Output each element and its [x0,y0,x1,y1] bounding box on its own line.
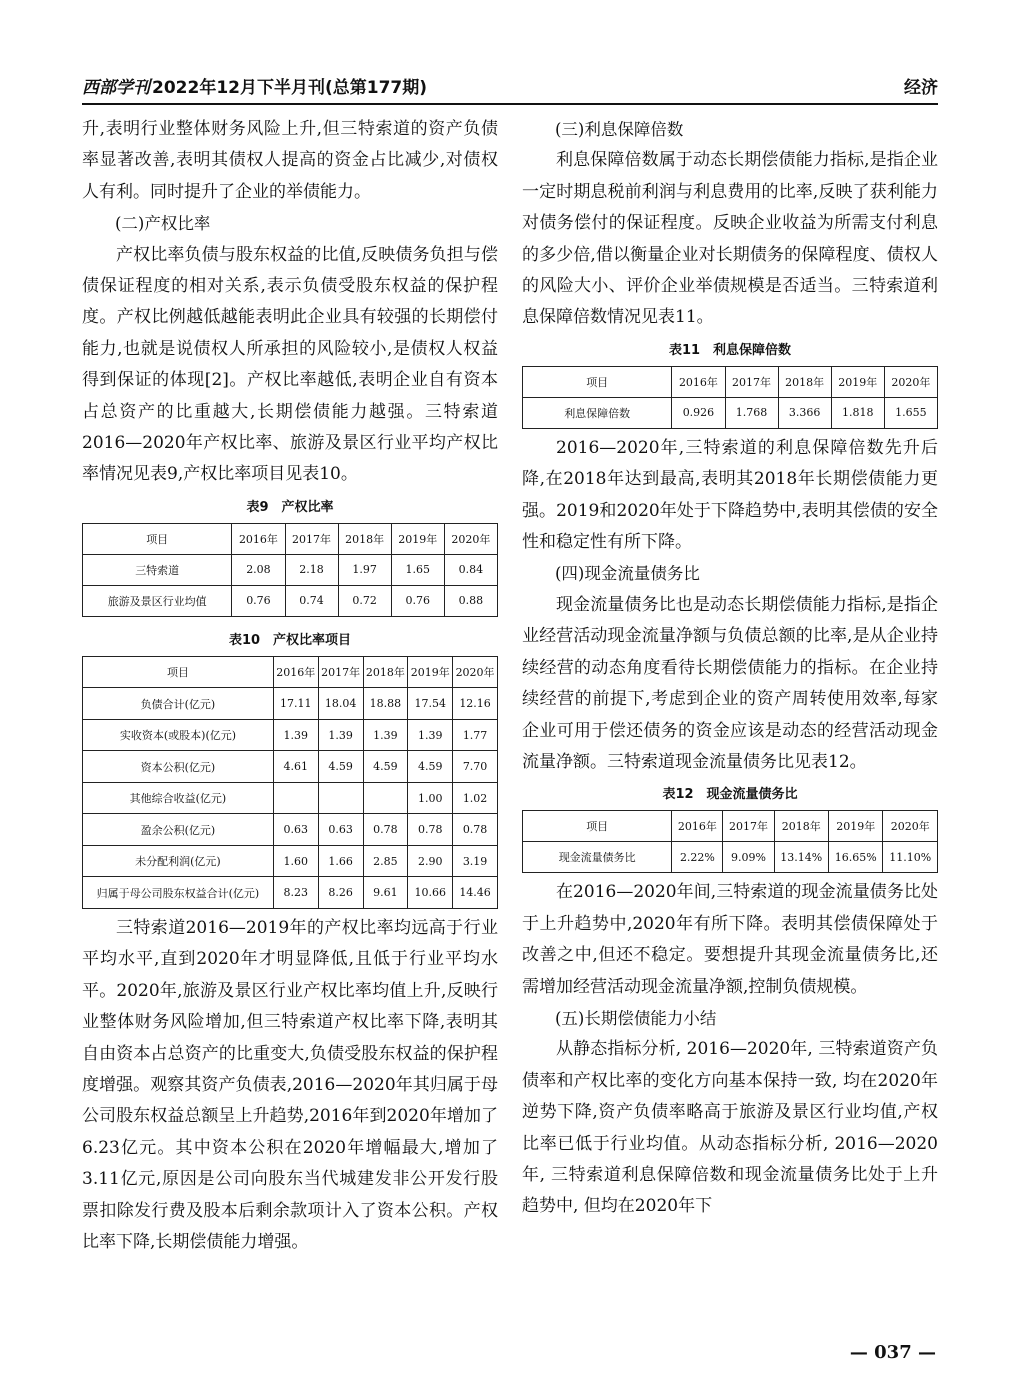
table-9 [82,523,498,617]
table-header-cell: 2016年 [232,523,285,554]
table-cell: 0.78 [363,814,408,846]
table-cell: 0.63 [273,814,318,846]
table-cell: 0.78 [453,814,498,846]
table-cell: 4.59 [408,751,453,783]
header-rule [82,103,938,105]
section-heading: (四)现金流量债务比 [555,564,700,584]
issue-info: 2022年12月下半月刊(总第177期) [152,77,427,98]
table-cell: 实收资本(或股本)(亿元) [83,719,274,751]
table-cell: 1.65 [391,554,444,585]
paragraph: 从静态指标分析, 2016—2020年, 三特索道资产负债率和产权比率的变化方向基本保持一致, 均在2020年逆势下降,资产负债率略高于旅游及景区行业均值,产权比率已低于行业均值。从动态指标分析, 2016—2020年, 三特索道利息保障倍数和现金流量债务比处于上升趋势中, 但均在2020年下 [522,1039,938,1217]
table-cell: 18.04 [318,688,363,720]
table-header-cell: 项目 [83,656,274,688]
table-header-cell: 2016年 [672,811,723,842]
table-cell: 3.19 [453,845,498,877]
running-header [82,70,938,100]
table-cell: 2.22% [672,842,723,873]
table-cell: 1.655 [884,397,937,428]
table-cell: 12.16 [453,688,498,720]
table-cell: 1.00 [408,782,453,814]
table-cell: 0.76 [232,585,285,616]
table-row [83,814,498,846]
table-cell: 0.63 [318,814,363,846]
paragraph: 2016—2020年,三特索道的利息保障倍数先升后降,在2018年达到最高,表明其2018年长期偿债能力更强。2019和2020年处于下降趋势中,表明其偿债的安全性和稳定性有所下降。 [522,437,938,553]
table-11 [522,366,938,429]
table-cell: 现金流量债务比 [523,842,672,873]
header-left [82,73,427,98]
table-row [83,554,498,585]
table-cell: 1.77 [453,719,498,751]
table-cell: 1.02 [453,782,498,814]
section-heading: (五)长期偿债能力小结 [555,1008,717,1028]
table-cell: 负债合计(亿元) [83,688,274,720]
table-header-cell: 2017年 [285,523,338,554]
paragraph: 在2016—2020年间,三特索道的现金流量债务比处于上升趋势中,2020年有所下降。表明其偿债保障处于改善之中,但还不稳定。要想提升其现金流量债务比,还需增加经营活动现金流量净额,控制负债规模。 [522,882,938,997]
table-cell: 1.39 [273,719,318,751]
table-header-row [523,811,938,842]
table-caption: 表10 产权比率项目 [228,632,352,648]
table-cell: 1.66 [318,845,363,877]
table-cell: 18.88 [363,688,408,720]
table-cell: 8.23 [273,877,318,909]
table-cell: 0.76 [391,585,444,616]
table-row [83,688,498,720]
table-cell: 9.09% [723,842,774,873]
table-cell: 旅游及景区行业均值 [83,585,232,616]
table-12 [522,810,938,873]
table-header-cell: 2020年 [884,366,937,397]
journal-logo: 西部学刊 [82,77,150,98]
page-number: — 037 — [849,1342,936,1363]
table-header-cell: 2016年 [672,366,725,397]
table-header-cell: 2020年 [444,523,497,554]
table-cell: 1.818 [831,397,884,428]
table-row [83,782,498,814]
paragraph: 现金流量债务比也是动态长期偿债能力指标,是指企业经营活动现金流量净额与负债总额的比率,是从企业持续经营的动态角度看待长期偿债能力的指标。在企业持续经营的前提下,考虑到企业的资产周转使用效率,每家企业可用于偿还债务的资金应该是动态的经营活动现金流量净额。三特索道现金流量债务比见表12。 [522,594,938,772]
table-header-cell: 项目 [83,523,232,554]
table-cell: 1.97 [338,554,391,585]
table-cell: 9.61 [363,877,408,909]
table-cell: 2.85 [363,845,408,877]
table-cell: 2.90 [408,845,453,877]
table-header-cell: 2016年 [273,656,318,688]
paragraph: 产权比率负债与股东权益的比值,反映债务负担与偿债保证程度的相对关系,表示负债受股东权益的保护程度。产权比例越低越能表明此企业具有较强的长期偿付能力,也就是说债权人所承担的风险较小,是债权人权益得到保证的体现[2]。产权比率越低,表明企业自有资本占总资产的比重越大,长期偿债能力越强。三特索道2016—2020年产权比率、旅游及景区行业平均产权比率情况见表9,产权比率项目见表10。 [82,244,498,485]
left-column [82,114,498,1258]
table-header-cell: 2020年 [453,656,498,688]
table-header-cell: 2018年 [363,656,408,688]
table-header-cell: 项目 [523,811,672,842]
table-row [83,751,498,783]
table-cell: 0.88 [444,585,497,616]
table-header-cell: 2019年 [408,656,453,688]
table-cell: 3.366 [778,397,831,428]
table-header-row [523,366,938,397]
table-header-cell: 2018年 [774,811,828,842]
table-header-cell: 2019年 [391,523,444,554]
table-header-cell: 2018年 [778,366,831,397]
section-name: 经济 [904,77,938,98]
table-cell: 2.08 [232,554,285,585]
table-row [523,397,938,428]
table-cell: 4.61 [273,751,318,783]
table-cell: 三特索道 [83,554,232,585]
table-cell [363,782,408,814]
table-cell: 1.39 [408,719,453,751]
table-header-cell: 2018年 [338,523,391,554]
table-cell: 17.54 [408,688,453,720]
table-cell: 1.39 [318,719,363,751]
section-heading: (二)产权比率 [115,214,211,234]
table-cell [318,782,363,814]
table-10 [82,656,498,909]
table-row [83,877,498,909]
table-row [523,842,938,873]
right-column [522,114,938,1223]
table-cell: 其他综合收益(亿元) [83,782,274,814]
table-cell: 0.72 [338,585,391,616]
table-cell: 1.39 [363,719,408,751]
table-cell: 利息保障倍数 [523,397,672,428]
table-cell [273,782,318,814]
table-row [83,845,498,877]
table-header-cell: 2017年 [723,811,774,842]
table-header-cell: 2017年 [725,366,778,397]
table-header-row [83,523,498,554]
table-cell: 11.10% [883,842,938,873]
table-header-cell: 项目 [523,366,672,397]
section-heading: (三)利息保障倍数 [555,120,684,139]
table-cell: 16.65% [829,842,883,873]
table-header-row [83,656,498,688]
table-cell: 10.66 [408,877,453,909]
table-cell: 4.59 [318,751,363,783]
table-cell: 0.84 [444,554,497,585]
table-cell: 4.59 [363,751,408,783]
table-cell: 1.768 [725,397,778,428]
table-row [83,719,498,751]
table-caption: 表9 产权比率 [246,499,334,515]
table-cell: 2.18 [285,554,338,585]
table-header-cell: 2019年 [831,366,884,397]
table-header-cell: 2020年 [883,811,938,842]
table-cell: 归属于母公司股东权益合计(亿元) [83,877,274,909]
table-cell: 盈余公积(亿元) [83,814,274,846]
table-cell: 未分配利润(亿元) [83,845,274,877]
table-cell: 14.46 [453,877,498,909]
table-cell: 1.60 [273,845,318,877]
table-cell: 7.70 [453,751,498,783]
table-cell: 0.74 [285,585,338,616]
table-cell: 资本公积(亿元) [83,751,274,783]
table-row [83,585,498,616]
table-header-cell: 2017年 [318,656,363,688]
table-cell: 0.78 [408,814,453,846]
table-caption: 表12 现金流量债务比 [662,787,798,803]
table-cell: 17.11 [273,688,318,720]
table-cell: 8.26 [318,877,363,909]
paragraph: 升,表明行业整体财务风险上升,但三特索道的资产负债率显著改善,表明其债权人提高的资金占比减少,对债权人有利。同时提升了企业的举债能力。 [82,119,498,202]
paragraph: 三特索道2016—2019年的产权比率均远高于行业平均水平,直到2020年才明显降低,且低于行业平均水平。2020年,旅游及景区行业产权比率均值上升,反映行业整体财务风险增加,但三特索道产权比率下降,表明其自由资本占总资产的比重变大,负债受股东权益的保护程度增强。观察其资产负债表,2016—2020年其归属于母公司股东权益总额呈上升趋势,2016年到2020年增加了6.23亿元。其中资本公积在2020年增幅最大,增加了3.11亿元,原因是公司向股东当代城建发非公开发行股票扣除发行费及股本后剩余款项计入了资本公积。产权比率下降,长期偿债能力增强。 [82,917,498,1252]
table-cell: 13.14% [774,842,828,873]
table-header-cell: 2019年 [829,811,883,842]
paragraph: 利息保障倍数属于动态长期偿债能力指标,是指企业一定时期息税前利润与利息费用的比率,反映了获利能力对债务偿付的保证程度。反映企业收益为所需支付利息的多少倍,借以衡量企业对长期债务的保障程度、债权人的风险大小、评价企业举债规模是否适当。三特索道利息保障倍数情况见表11。 [522,150,938,328]
table-cell: 0.926 [672,397,725,428]
table-caption: 表11 利息保障倍数 [668,342,792,358]
